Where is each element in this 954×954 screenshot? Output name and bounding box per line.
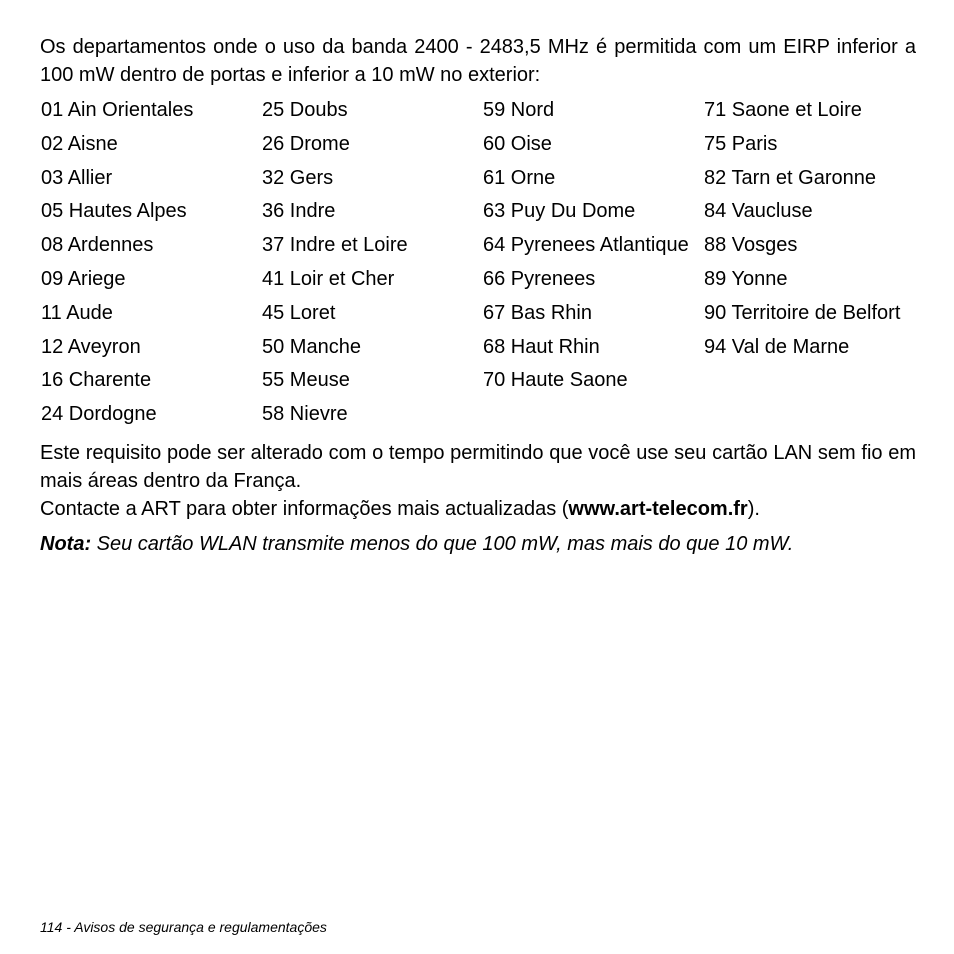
department-item: 03 Allier bbox=[41, 166, 113, 189]
note-paragraph bbox=[40, 530, 916, 558]
department-item: 68 Haut Rhin bbox=[483, 335, 600, 358]
department-item: 09 Ariege bbox=[41, 267, 126, 290]
department-item: 58 Nievre bbox=[262, 403, 348, 426]
department-item: 26 Drome bbox=[262, 132, 350, 155]
contact-text-end: ). bbox=[747, 498, 760, 520]
department-item: 70 Haute Saone bbox=[483, 369, 628, 392]
department-item: 66 Pyrenees bbox=[483, 267, 596, 290]
department-item: 89 Yonne bbox=[704, 267, 788, 290]
requirement-paragraph: Este requisito pode ser alterado com o tempo permitindo que você use seu cartão LAN sem fio em mais áreas dentro da França. bbox=[40, 442, 916, 492]
department-item: 59 Nord bbox=[483, 99, 555, 121]
department-item: 88 Vosges bbox=[704, 234, 798, 257]
department-item: 55 Meuse bbox=[262, 369, 350, 392]
department-item: 02 Aisne bbox=[41, 132, 118, 155]
intro-paragraph: Os departamentos onde o uso da banda 2400 - 2483,5 MHz é permitida com um EIRP inferior a 100 mW dentro de portas e inferior a 10 mW no exterior: bbox=[40, 36, 916, 86]
departments-table bbox=[40, 96, 916, 431]
department-item: 16 Charente bbox=[41, 369, 152, 392]
department-item: 60 Oise bbox=[483, 132, 552, 155]
department-item: 08 Ardennes bbox=[41, 234, 154, 257]
contact-text: Contacte a ART para obter informações mais actualizadas ( bbox=[40, 498, 569, 520]
department-item: 01 Ain Orientales bbox=[41, 99, 194, 121]
department-item: 24 Dordogne bbox=[41, 403, 157, 426]
department-item: 90 Territoire de Belfort bbox=[704, 301, 901, 324]
department-item: 84 Vaucluse bbox=[704, 200, 813, 223]
department-item: 67 Bas Rhin bbox=[483, 301, 592, 324]
department-item: 63 Puy Du Dome bbox=[483, 200, 636, 223]
department-item: 64 Pyrenees Atlantique bbox=[483, 234, 689, 257]
department-item: 11 Aude bbox=[41, 301, 113, 324]
department-item: 50 Manche bbox=[262, 335, 361, 358]
department-item: 41 Loir et Cher bbox=[262, 267, 395, 290]
department-item: 36 Indre bbox=[262, 200, 336, 223]
department-item: 45 Loret bbox=[262, 301, 336, 324]
department-item: 12 Aveyron bbox=[41, 335, 141, 358]
department-item: 32 Gers bbox=[262, 166, 334, 189]
department-item: 82 Tarn et Garonne bbox=[704, 166, 876, 189]
note-label: Nota: bbox=[40, 533, 92, 555]
department-item: 37 Indre et Loire bbox=[262, 234, 408, 257]
closing-section bbox=[40, 439, 916, 558]
department-item: 61 Orne bbox=[483, 166, 556, 189]
note-text: Seu cartão WLAN transmite menos do que 100 mW, mas mais do que 10 mW. bbox=[91, 533, 794, 555]
page-content bbox=[40, 33, 916, 558]
department-item: 71 Saone et Loire bbox=[704, 99, 862, 121]
department-item: 25 Doubs bbox=[262, 99, 348, 121]
contact-paragraph bbox=[40, 495, 916, 523]
page-footer: 114 - Avisos de segurança e regulamentações bbox=[40, 919, 327, 935]
department-item: 75 Paris bbox=[704, 132, 778, 155]
art-telecom-link[interactable]: www.art-telecom.fr bbox=[568, 498, 748, 520]
department-item: 94 Val de Marne bbox=[704, 335, 850, 358]
departments-column-3 bbox=[483, 96, 698, 400]
department-item: 05 Hautes Alpes bbox=[41, 200, 187, 223]
departments-column-2 bbox=[262, 96, 477, 434]
departments-column-1 bbox=[41, 96, 256, 434]
departments-column-4 bbox=[704, 96, 919, 366]
